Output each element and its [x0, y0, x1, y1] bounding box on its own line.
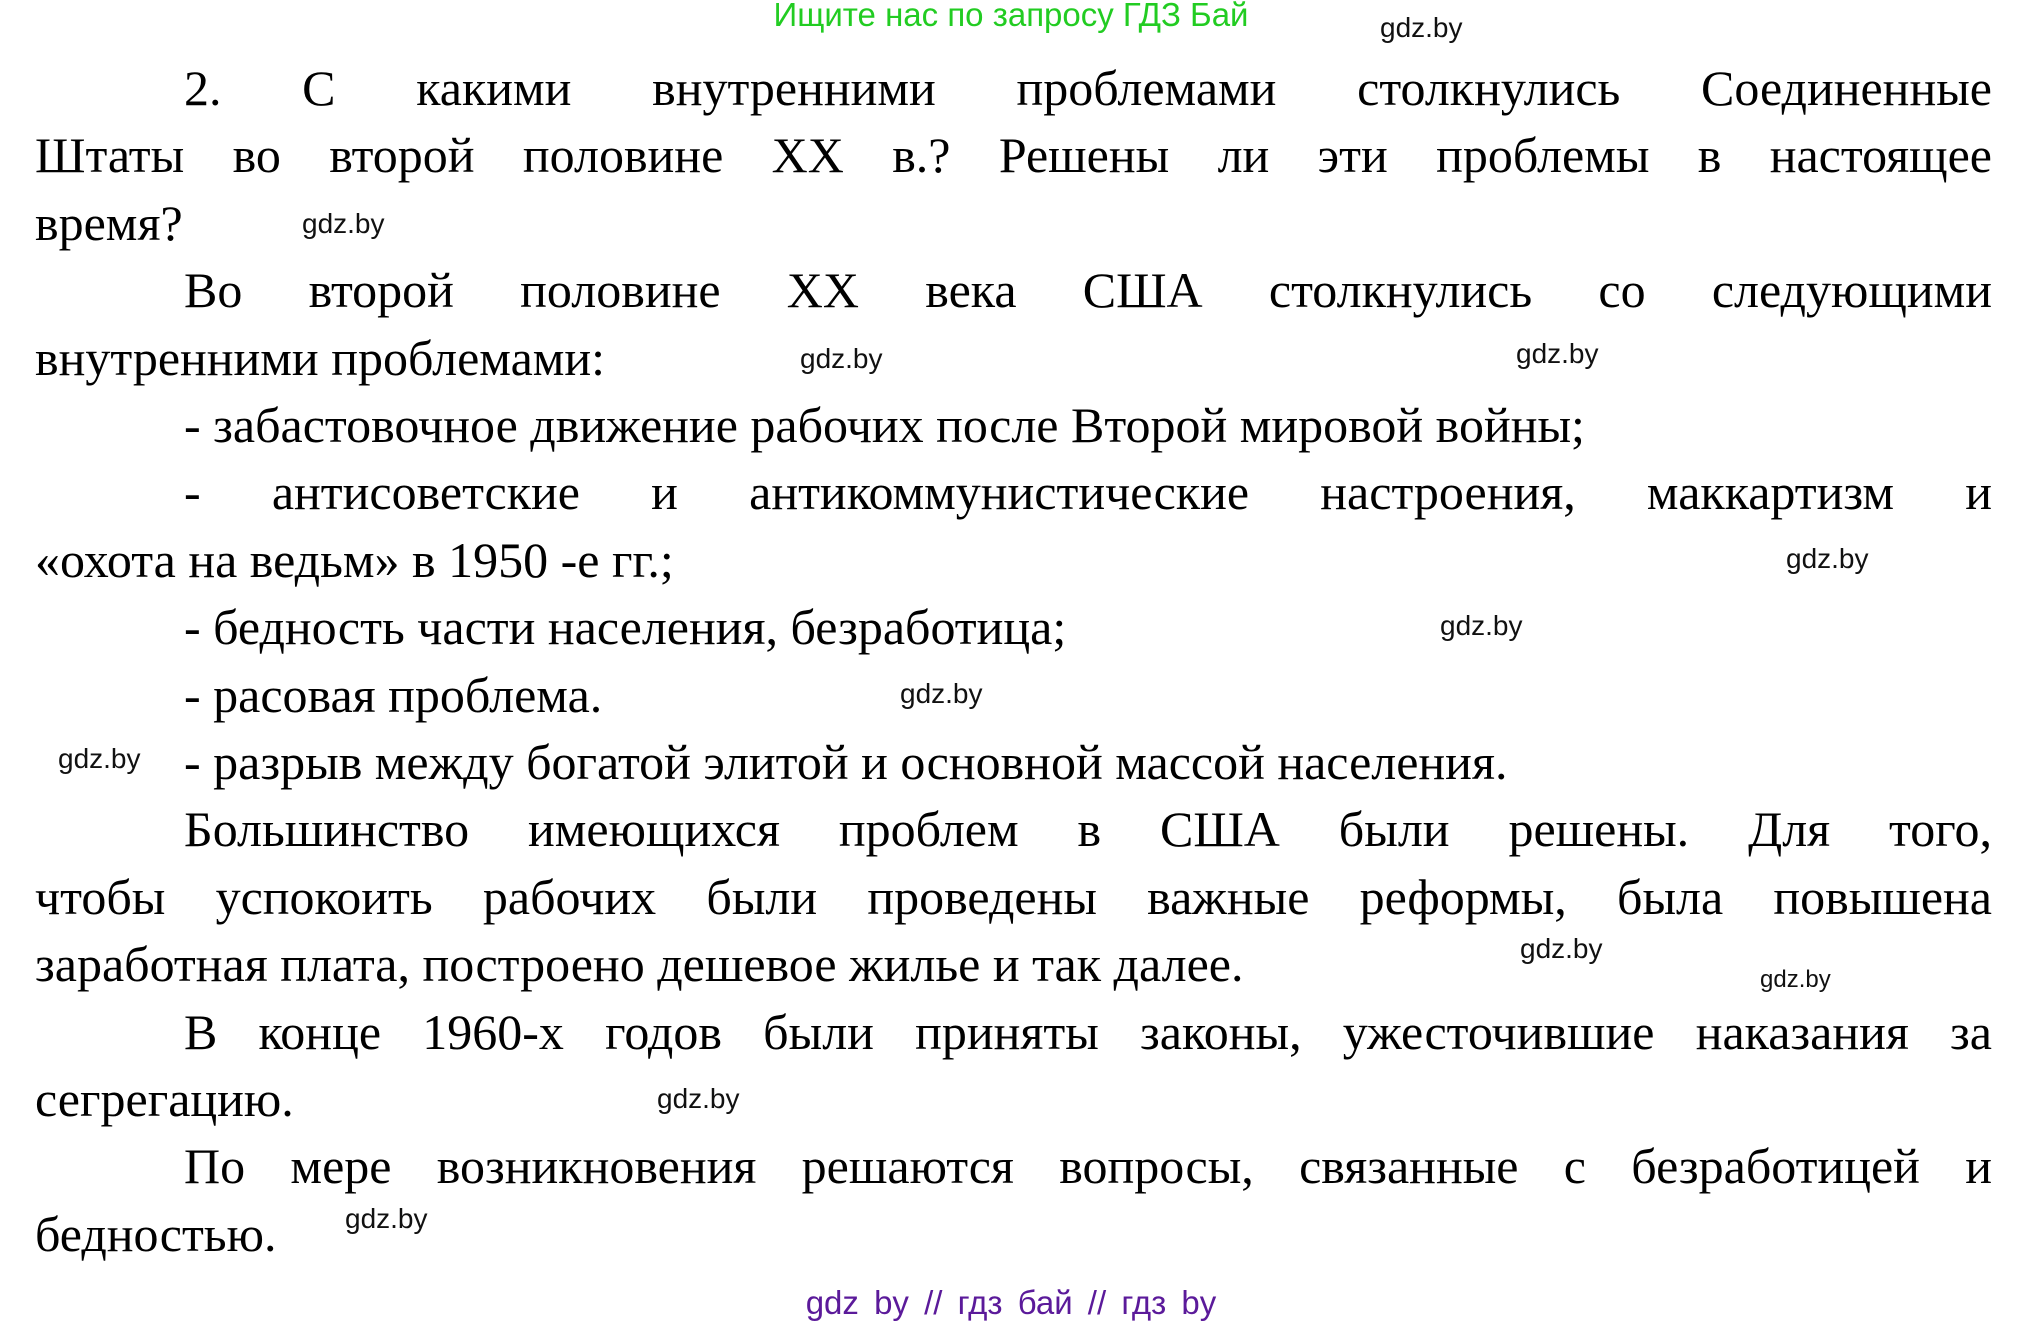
- answer-line: По мере возникновения решаются вопросы, связанные с безработицей и: [184, 1138, 1992, 1194]
- question-line-3: время?: [35, 195, 183, 251]
- list-item: - разрыв между богатой элитой и основной массой населения.: [184, 734, 1508, 790]
- watermark: gdz.by: [345, 1203, 428, 1234]
- watermark: gdz.by: [302, 208, 385, 239]
- answer-line: заработная плата, построено дешевое жилье и так далее.: [35, 936, 1244, 992]
- question-line-2: Штаты во второй половине XX в.? Решены ли эти проблемы в настоящее: [35, 127, 1992, 183]
- answer-line: чтобы успокоить рабочих были проведены важные реформы, была повышена: [35, 869, 1992, 925]
- answer-line: Во второй половине XX века США столкнулись со следующими: [184, 262, 1992, 318]
- watermark: gdz.by: [1786, 543, 1869, 574]
- watermark: gdz.by: [900, 678, 983, 709]
- watermark: gdz.by: [1516, 338, 1599, 369]
- answer-line: сегрегацию.: [35, 1071, 294, 1127]
- watermark: gdz.by: [1440, 610, 1523, 641]
- answer-line: Большинство имеющихся проблем в США были решены. Для того,: [184, 801, 1992, 857]
- list-item: - антисоветские и антикоммунистические настроения, маккартизм и: [184, 464, 1992, 520]
- answer-line: бедностью.: [35, 1206, 277, 1262]
- watermark: gdz.by: [1760, 966, 1831, 993]
- watermark: gdz.by: [657, 1083, 740, 1114]
- watermark: gdz.by: [58, 743, 141, 774]
- watermark: gdz.by: [1380, 12, 1463, 43]
- question-line-1: 2. С какими внутренними проблемами столкнулись Соединенные: [184, 60, 1992, 116]
- list-item: - забастовочное движение рабочих после Второй мировой войны;: [184, 397, 1585, 453]
- list-item: - бедность части населения, безработица;: [184, 599, 1067, 655]
- answer-line: В конце 1960-х годов были приняты законы, ужесточившие наказания за: [184, 1004, 1992, 1060]
- answer-line: внутренними проблемами:: [35, 330, 606, 386]
- footer-banner: gdz by // гдз бай // гдз by: [805, 1284, 1217, 1321]
- watermark: gdz.by: [1520, 933, 1603, 964]
- list-item-cont: «охота на ведьм» в 1950 -е гг.;: [35, 532, 674, 588]
- header-banner: Ищите нас по запросу ГДЗ Бай: [773, 0, 1249, 33]
- list-item: - расовая проблема.: [184, 667, 603, 723]
- watermark: gdz.by: [800, 343, 883, 374]
